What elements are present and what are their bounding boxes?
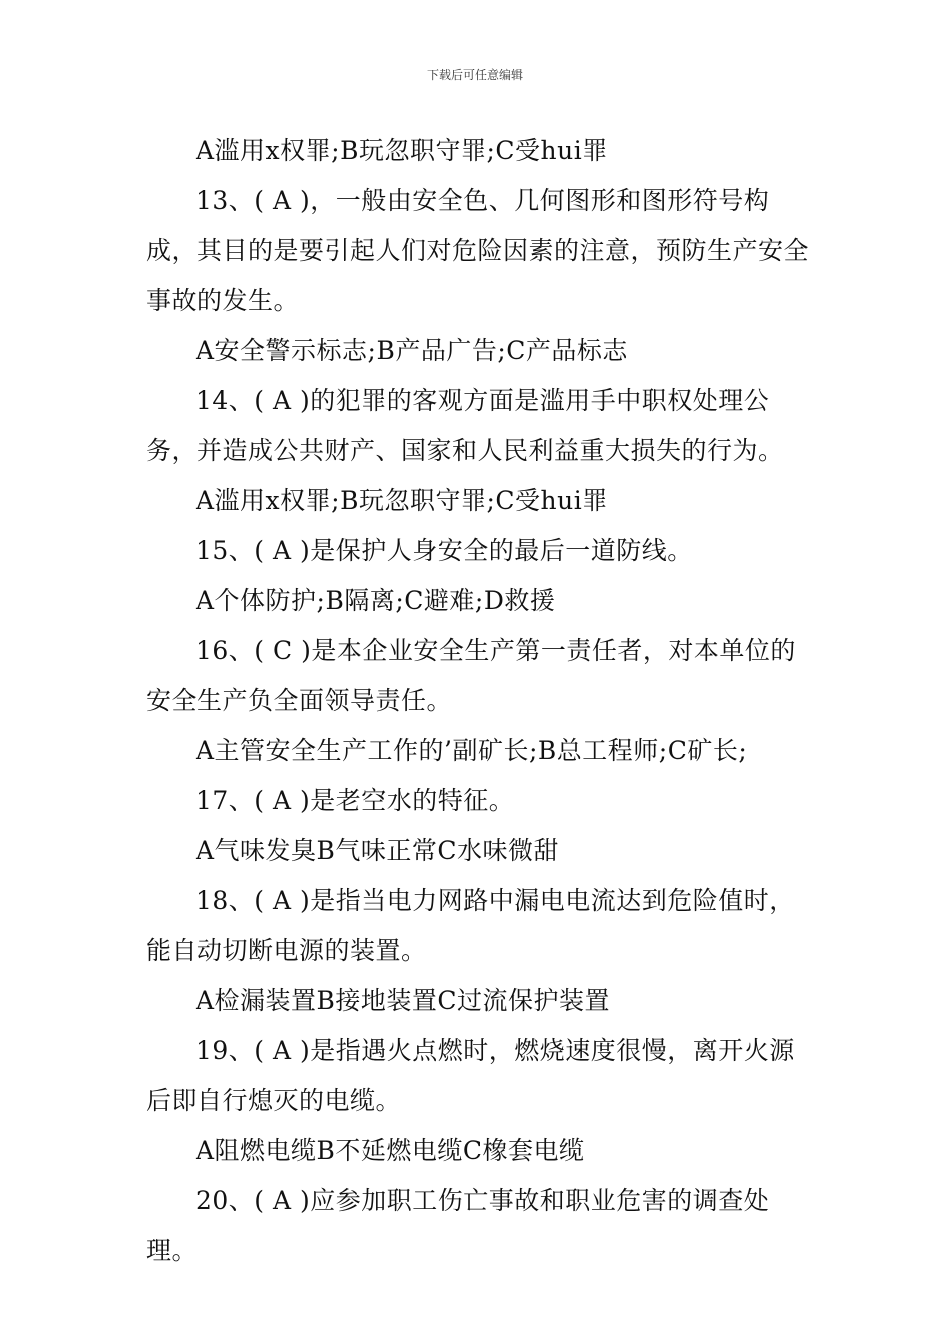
paragraph-options-17: A气味发臭B气味正常C水味微甜: [196, 836, 560, 865]
paragraph-question-17: 17、( A )是老空水的特征。: [196, 786, 515, 815]
paragraph-question-15: 15、( A )是保护人身安全的最后一道防线。: [196, 536, 693, 565]
paragraph-options-18: A检漏装置B接地装置C过流保护装置: [196, 986, 611, 1015]
paragraph-question-18: 18、( A )是指当电力网路中漏电电流达到危险值时，能自动切断电源的装置。: [146, 886, 795, 965]
paragraph-question-13: 13、( A )，一般由安全色、几何图形和图形符号构成，其目的是要引起人们对危险因素的注意，预防生产安全事故的发生。: [146, 186, 810, 315]
paragraph-options-16: A主管安全生产工作的’副矿长;B总工程师;C矿长;: [196, 736, 748, 765]
paragraph-question-20: 20、( A )应参加职工伤亡事故和职业危害的调查处理。: [146, 1186, 770, 1265]
paragraph-question-16: 16、( C )是本企业安全生产第一责任者，对本单位的安全生产负全面领导责任。: [146, 636, 796, 715]
paragraph-options-13: A安全警示标志;B产品广告;C产品标志: [196, 336, 628, 365]
paragraph-question-14: 14、( A )的犯罪的客观方面是滥用手中职权处理公务，并造成公共财产、国家和人民利益重大损失的行为。: [146, 386, 784, 465]
paragraph-options-15: A个体防护;B隔离;C避难;D救援: [196, 586, 556, 615]
paragraph-options-19: A阻燃电缆B不延燃电缆C橡套电缆: [196, 1136, 585, 1165]
document-body: [146, 126, 818, 1276]
paragraph-question-19: 19、( A )是指遇火点燃时，燃烧速度很慢，离开火源后即自行熄灭的电缆。: [146, 1036, 795, 1115]
paragraph-options-14: A滥用x权罪;B玩忽职守罪;C受hui罪: [196, 486, 608, 515]
page-header: 下载后可任意编辑: [426, 68, 523, 82]
paragraph-options-12: A滥用x权罪;B玩忽职守罪;C受hui罪: [196, 136, 608, 165]
